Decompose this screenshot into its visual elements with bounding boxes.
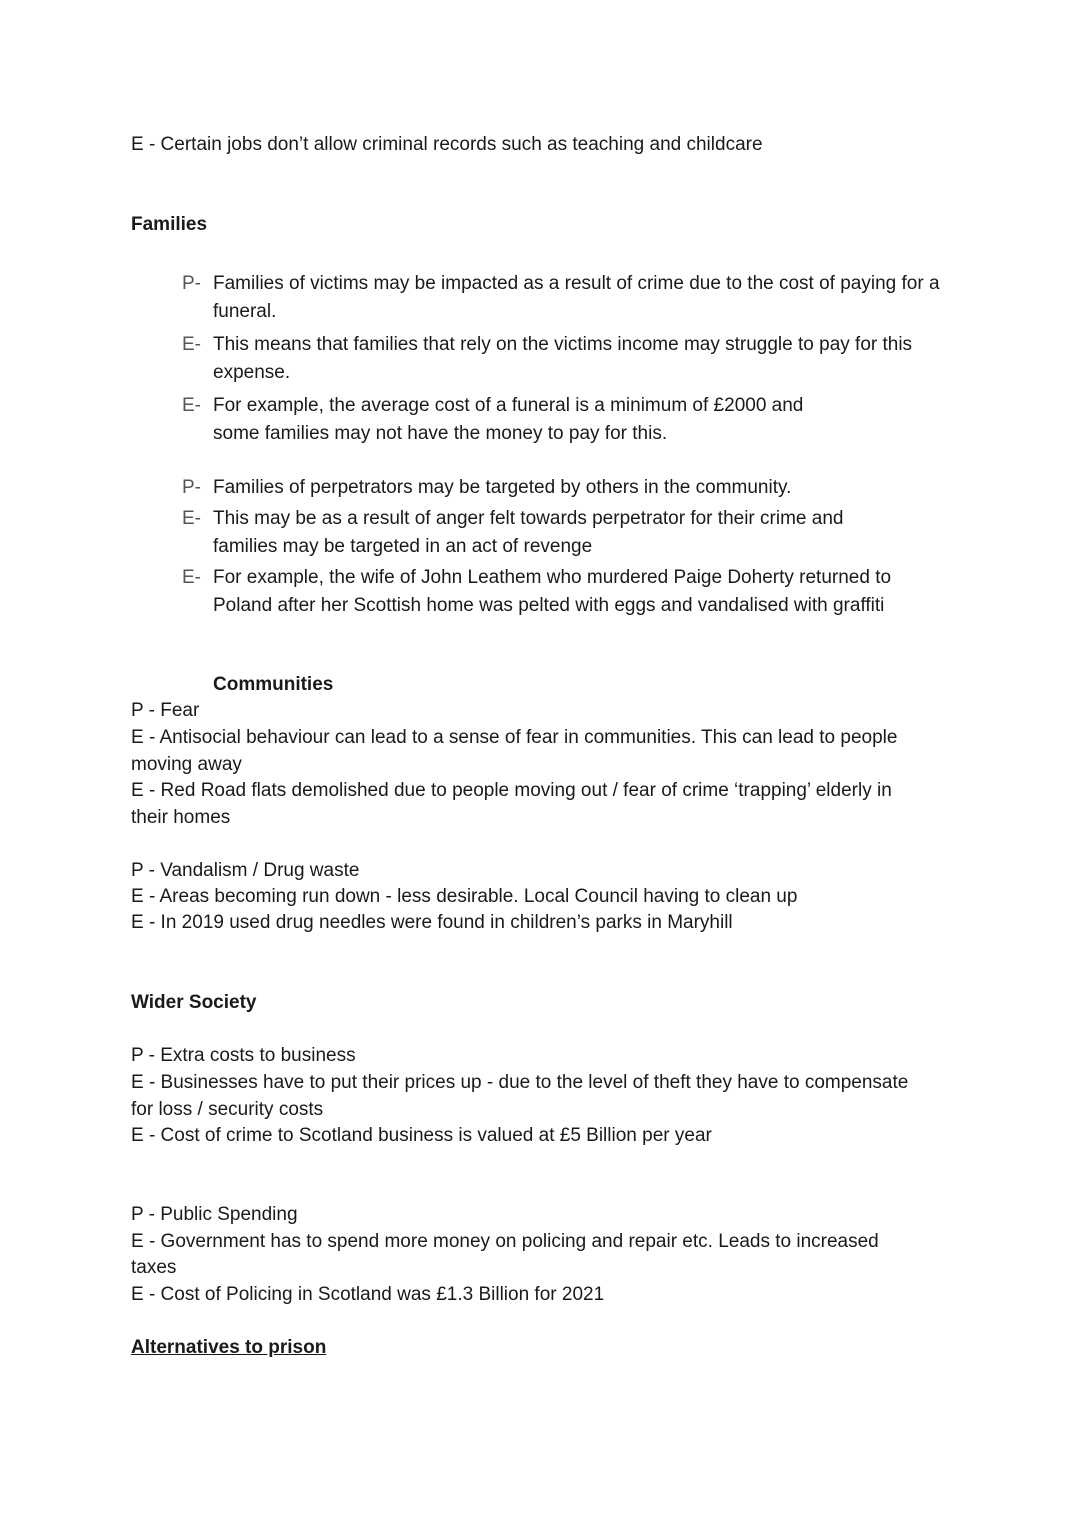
text-line: E - Cost of Policing in Scotland was £1.3 Billion for 2021 — [131, 1284, 605, 1305]
text-line: E - Government has to spend more money on policing and repair etc. Leads to increased — [131, 1231, 879, 1252]
communities-heading: Communities — [213, 674, 334, 695]
list-item-text: For example, the average cost of a funeral is a minimum of £2000 and some families may not have the money to pay for this. — [213, 395, 804, 444]
list-item — [182, 331, 942, 392]
text-line: P - Extra costs to business — [131, 1045, 356, 1066]
list-item — [182, 564, 942, 623]
alternatives-heading: Alternatives to prison — [131, 1337, 327, 1358]
list-marker: E- — [182, 334, 201, 355]
list-item-text: This means that families that rely on the victims income may struggle to pay for this expense. — [213, 334, 913, 383]
text-line: E - Businesses have to put their prices up - due to the level of theft they have to compensate — [131, 1072, 909, 1093]
text-line: their homes — [131, 807, 231, 828]
list-item-text: Families of victims may be impacted as a result of crime due to the cost of paying for a funeral. — [213, 273, 940, 322]
intro-line: E - Certain jobs don’t allow criminal records such as teaching and childcare — [131, 134, 763, 155]
wider-society-heading: Wider Society — [131, 992, 257, 1013]
list-item — [182, 270, 942, 331]
families-block-victims — [182, 270, 942, 453]
text-line: for loss / security costs — [131, 1099, 324, 1120]
list-item-text: Families of perpetrators may be targeted by others in the community. — [213, 477, 792, 498]
families-block-perpetrators — [182, 474, 942, 623]
text-line: taxes — [131, 1257, 177, 1278]
text-line: E - Antisocial behaviour can lead to a sense of fear in communities. This can lead to people — [131, 727, 898, 748]
list-marker: E- — [182, 567, 201, 588]
text-line: moving away — [131, 754, 242, 775]
list-item — [182, 392, 942, 453]
text-line: E - Areas becoming run down - less desirable. Local Council having to clean up — [131, 886, 798, 907]
list-marker: P- — [182, 477, 201, 498]
text-line: E - Cost of crime to Scotland business is valued at £5 Billion per year — [131, 1125, 712, 1146]
list-item — [182, 474, 942, 505]
text-line: E - Red Road flats demolished due to people moving out / fear of crime ‘trapping’ elderly in — [131, 780, 892, 801]
list-item — [182, 505, 942, 564]
list-marker: E- — [182, 508, 201, 529]
list-item-text: This may be as a result of anger felt towards perpetrator for their crime and families may be targeted in an act of revenge — [213, 508, 844, 557]
list-marker: E- — [182, 395, 201, 416]
text-line: P - Fear — [131, 700, 200, 721]
text-line: P - Public Spending — [131, 1204, 298, 1225]
text-line: E - In 2019 used drug needles were found in children’s parks in Maryhill — [131, 912, 733, 933]
families-heading: Families — [131, 214, 208, 235]
text-line: P - Vandalism / Drug waste — [131, 860, 360, 881]
list-marker: P- — [182, 273, 201, 294]
list-item-text: For example, the wife of John Leathem who murdered Paige Doherty returned to Poland after her Scottish home was pelted with eggs and vandalised with graffiti — [213, 567, 892, 616]
